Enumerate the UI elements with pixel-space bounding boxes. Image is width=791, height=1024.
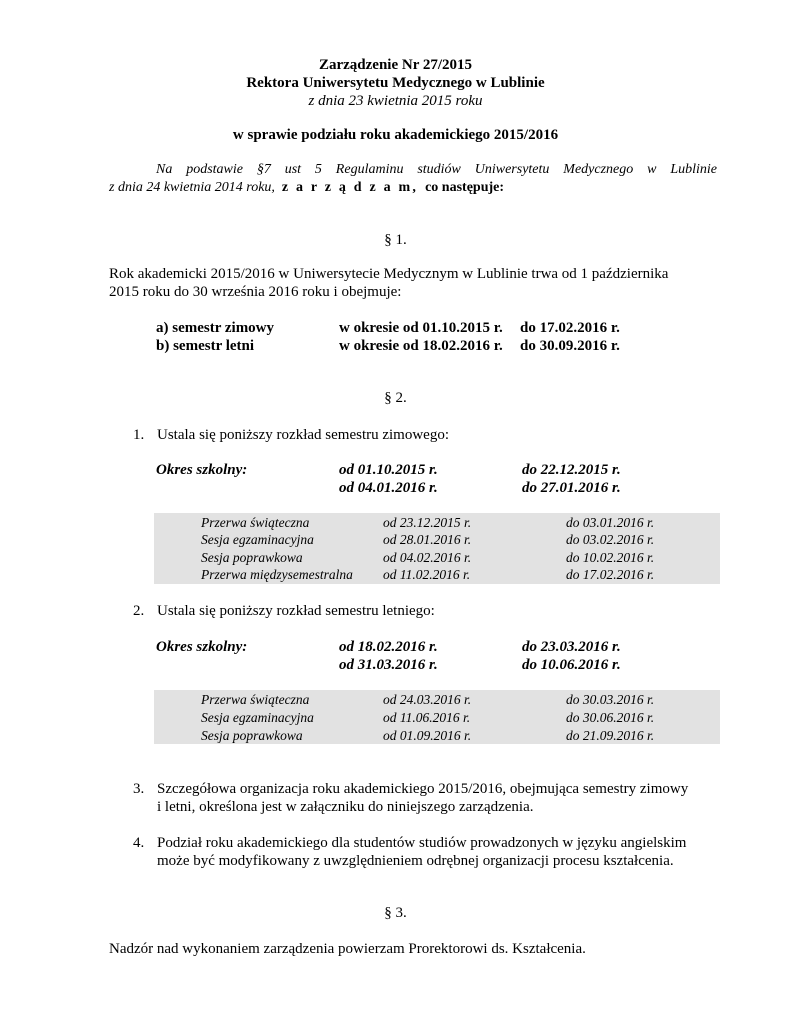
semester-name: a) semestr zimowy xyxy=(156,320,275,336)
period-from: od 01.10.2015 r. xyxy=(339,462,438,478)
section-3-text: Nadzór nad wykonaniem zarządzenia powierzam Prorektorowi ds. Kształcenia. xyxy=(109,941,586,957)
break-name: Sesja egzaminacyjna xyxy=(201,532,314,547)
school-period-label: Okres szkolny: xyxy=(156,462,248,478)
break-to: do 30.06.2016 r. xyxy=(566,710,655,725)
break-to: do 03.01.2016 r. xyxy=(566,515,655,530)
decree-word: z a r z ą d z a m, xyxy=(281,180,419,195)
period-to: do 23.03.2016 r. xyxy=(522,639,621,655)
item-3-line-1: Szczegółowa organizacja roku akademickiego 2015/2016, obejmująca semestry zimowy xyxy=(157,781,689,797)
break-to: do 03.02.2016 r. xyxy=(566,532,655,547)
break-name: Sesja poprawkowa xyxy=(201,728,303,743)
period-to: do 10.06.2016 r. xyxy=(522,657,621,673)
break-from: od 28.01.2016 r. xyxy=(383,532,472,547)
period-from: od 04.01.2016 r. xyxy=(339,480,438,496)
list-number: 2. xyxy=(133,603,145,619)
break-from: od 04.02.2016 r. xyxy=(383,550,472,565)
semester-to: do 30.09.2016 r. xyxy=(520,338,620,354)
break-to: do 21.09.2016 r. xyxy=(566,728,655,743)
summer-schedule-intro: Ustala się poniższy rozkład semestru letniego: xyxy=(157,603,435,619)
document-date: z dnia 23 kwietnia 2015 roku xyxy=(308,93,483,109)
winter-schedule-intro: Ustala się poniższy rozkład semestru zimowego: xyxy=(157,427,450,443)
break-from: od 11.02.2016 r. xyxy=(383,567,471,582)
list-number: 4. xyxy=(133,835,145,851)
break-name: Sesja poprawkowa xyxy=(201,550,303,565)
break-to: do 17.02.2016 r. xyxy=(566,567,655,582)
item-4-line-1: Podział roku akademickiego dla studentów studiów prowadzonych w języku angielskim xyxy=(157,835,687,851)
item-4-line-2: może być modyfikowany z uwzględnieniem odrębnej organizacji procesu kształcenia. xyxy=(157,853,674,869)
period-to: do 27.01.2016 r. xyxy=(522,480,621,496)
semester-to: do 17.02.2016 r. xyxy=(520,320,620,336)
semester-from: w okresie od 01.10.2015 r. xyxy=(339,320,503,336)
preamble-line-2 xyxy=(109,179,504,196)
break-from: od 23.12.2015 r. xyxy=(383,515,472,530)
section-3-heading: § 3. xyxy=(384,905,407,921)
preamble-line-1: Na podstawie §7 ust 5 Regulaminu studiów Uniwersytetu Medycznego w Lublinie xyxy=(156,162,717,177)
semester-name: b) semestr letni xyxy=(156,338,255,354)
break-from: od 01.09.2016 r. xyxy=(383,728,472,743)
document-title: Zarządzenie Nr 27/2015 xyxy=(318,57,473,73)
document-issuer: Rektora Uniwersytetu Medycznego w Lublinie xyxy=(246,75,545,91)
period-to: do 22.12.2015 r. xyxy=(522,462,621,478)
school-period-label: Okres szkolny: xyxy=(156,639,248,655)
period-from: od 31.03.2016 r. xyxy=(339,657,438,673)
list-number: 3. xyxy=(133,781,145,797)
break-name: Sesja egzaminacyjna xyxy=(201,710,314,725)
list-number: 1. xyxy=(133,427,145,443)
break-name: Przerwa świąteczna xyxy=(201,515,310,530)
section-1-para-line-1: Rok akademicki 2015/2016 w Uniwersytecie Medycznym w Lublinie trwa od 1 października xyxy=(109,266,669,282)
document-subject: w sprawie podziału roku akademickiego 2015/2016 xyxy=(232,127,559,143)
break-name: Przerwa międzysemestralna xyxy=(201,567,353,582)
break-from: od 11.06.2016 r. xyxy=(383,710,471,725)
item-3-line-2: i letni, określona jest w załączniku do niniejszego zarządzenia. xyxy=(157,799,534,815)
section-1-heading: § 1. xyxy=(384,232,407,248)
section-2-heading: § 2. xyxy=(384,390,407,406)
section-1-para-line-2: 2015 roku do 30 września 2016 roku i obejmuje: xyxy=(109,284,402,300)
period-from: od 18.02.2016 r. xyxy=(339,639,438,655)
break-name: Przerwa świąteczna xyxy=(201,692,310,707)
break-to: do 10.02.2016 r. xyxy=(566,550,655,565)
preamble-date: z dnia 24 kwietnia 2014 roku, xyxy=(109,180,275,195)
preamble-tail: co następuje: xyxy=(425,180,505,195)
semester-from: w okresie od 18.02.2016 r. xyxy=(339,338,503,354)
break-to: do 30.03.2016 r. xyxy=(566,692,655,707)
break-from: od 24.03.2016 r. xyxy=(383,692,472,707)
